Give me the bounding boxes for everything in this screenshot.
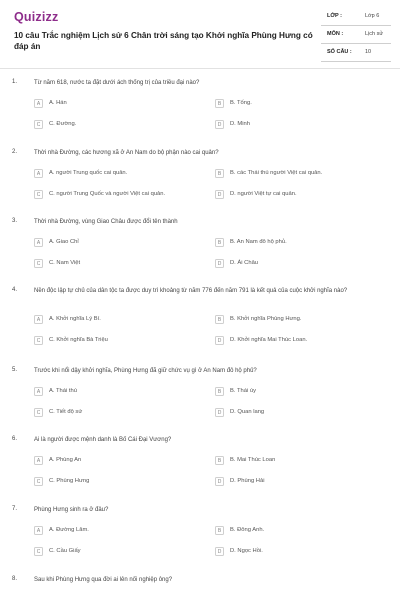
meta-row-subject xyxy=(321,28,391,44)
option-text: D. Ngọc Hồi. xyxy=(230,548,263,554)
option-text: B. Đông Anh. xyxy=(230,527,265,533)
option-key-box: D xyxy=(215,547,224,556)
question-number: 1. xyxy=(12,79,18,85)
option-key-box: C xyxy=(34,547,43,556)
option-key-box: D xyxy=(215,190,224,199)
option-key-box: A xyxy=(34,315,43,324)
option-key-box: A xyxy=(34,526,43,535)
quizizz-logo[interactable]: Quizizz xyxy=(14,10,59,24)
question-number: 3. xyxy=(12,218,18,224)
option-text: B. Khởi nghĩa Phùng Hưng. xyxy=(230,316,302,322)
option-text: C. Cầu Giấy xyxy=(49,548,81,554)
option-key-box: C xyxy=(34,408,43,417)
meta-value: Lịch sử xyxy=(365,31,384,37)
option-text: B. Thái úy xyxy=(230,388,256,394)
meta-label: LỚP : xyxy=(327,13,342,19)
option-text: A. Khởi nghĩa Lý Bí. xyxy=(49,316,101,322)
question-text: Phùng Hưng sinh ra ở đâu? xyxy=(34,507,109,513)
option-key-box: D xyxy=(215,477,224,486)
option-key-box: B xyxy=(215,315,224,324)
option-key-box: C xyxy=(34,336,43,345)
option-key-box: C xyxy=(34,190,43,199)
option-key-box: B xyxy=(215,526,224,535)
option-key-box: B xyxy=(215,238,224,247)
question-number: 4. xyxy=(12,287,18,293)
option-text: B. Tống. xyxy=(230,100,252,106)
option-text: D. Ái Châu xyxy=(230,260,259,266)
option-key-box: D xyxy=(215,336,224,345)
option-key-box: B xyxy=(215,99,224,108)
option-text: A. người Trung quốc cai quản. xyxy=(49,170,128,176)
option-text: B. các Thái thú người Việt cai quản. xyxy=(230,170,323,176)
option-text: D. Quan lang xyxy=(230,409,265,415)
option-text: D. người Việt tự cai quản. xyxy=(230,191,297,197)
question-text: Trước khi nổi dậy khởi nghĩa, Phùng Hưng đã giữ chức vụ gì ở An Nam đô hộ phủ? xyxy=(34,368,257,374)
question-text: Ai là người được mệnh danh là Bố Cái Đại Vương? xyxy=(34,437,172,443)
meta-table xyxy=(321,10,391,64)
option-key-box: A xyxy=(34,238,43,247)
option-text: B. An Nam đô hộ phủ. xyxy=(230,239,287,245)
question-number: 7. xyxy=(12,506,18,512)
option-text: D. Minh xyxy=(230,121,250,127)
meta-label: MÔN : xyxy=(327,31,344,37)
question-text: Nền độc lập tự chủ của dân tộc ta được duy trì khoảng từ năm 776 đến năm 791 là kết quả của cuộc khởi nghĩa nào? xyxy=(34,288,348,294)
option-key-box: B xyxy=(215,456,224,465)
question-number: 6. xyxy=(12,436,18,442)
option-key-box: B xyxy=(215,169,224,178)
question-number: 8. xyxy=(12,576,18,582)
question-text: Thời nhà Đường, các hương xã ở An Nam do bộ phận nào cai quản? xyxy=(34,150,219,156)
option-key-box: A xyxy=(34,456,43,465)
meta-label: SỐ CÂU : xyxy=(327,49,352,55)
option-key-box: A xyxy=(34,99,43,108)
option-key-box: A xyxy=(34,387,43,396)
option-text: A. Giao Chỉ xyxy=(49,239,79,245)
meta-row-class xyxy=(321,10,391,26)
option-key-box: C xyxy=(34,259,43,268)
option-key-box: D xyxy=(215,408,224,417)
option-text: C. Đường. xyxy=(49,121,77,127)
option-text: D. Khởi nghĩa Mai Thúc Loan. xyxy=(230,337,308,343)
option-text: C. Tiết độ sứ xyxy=(49,409,83,415)
header-divider xyxy=(0,68,400,69)
option-text: A. Hán xyxy=(49,100,67,106)
option-text: C. Nam Việt xyxy=(49,260,81,266)
option-key-box: C xyxy=(34,120,43,129)
option-text: A. Phùng An xyxy=(49,457,82,463)
option-text: C. Phùng Hưng xyxy=(49,478,90,484)
page-title: 10 câu Trắc nghiệm Lịch sử 6 Chân trời sáng tạo Khởi nghĩa Phùng Hưng có đáp án xyxy=(14,31,313,51)
meta-value: Lớp 6 xyxy=(365,13,380,19)
option-text: A. Thái thú xyxy=(49,388,77,394)
option-text: B. Mai Thúc Loan xyxy=(230,457,276,463)
meta-value: 10 xyxy=(365,49,372,55)
question-number: 5. xyxy=(12,367,18,373)
option-text: C. Khởi nghĩa Bà Triệu xyxy=(49,337,108,343)
option-key-box: D xyxy=(215,259,224,268)
option-text: A. Đường Lâm. xyxy=(49,527,89,533)
question-number: 2. xyxy=(12,149,18,155)
option-key-box: C xyxy=(34,477,43,486)
option-key-box: A xyxy=(34,169,43,178)
meta-row-count xyxy=(321,46,391,62)
option-text: D. Phùng Hải xyxy=(230,478,265,484)
option-text: C. người Trung Quốc và người Việt cai quản. xyxy=(49,191,166,197)
option-key-box: B xyxy=(215,387,224,396)
option-key-box: D xyxy=(215,120,224,129)
question-text: Sau khi Phùng Hưng qua đời ai lên nối nghiệp ông? xyxy=(34,577,173,583)
worksheet-header xyxy=(0,0,400,66)
question-text: Từ năm 618, nước ta đặt dưới ách thống trị của triều đại nào? xyxy=(34,80,200,86)
question-text: Thời nhà Đường, vùng Giao Châu được đổi tên thành xyxy=(34,219,178,225)
